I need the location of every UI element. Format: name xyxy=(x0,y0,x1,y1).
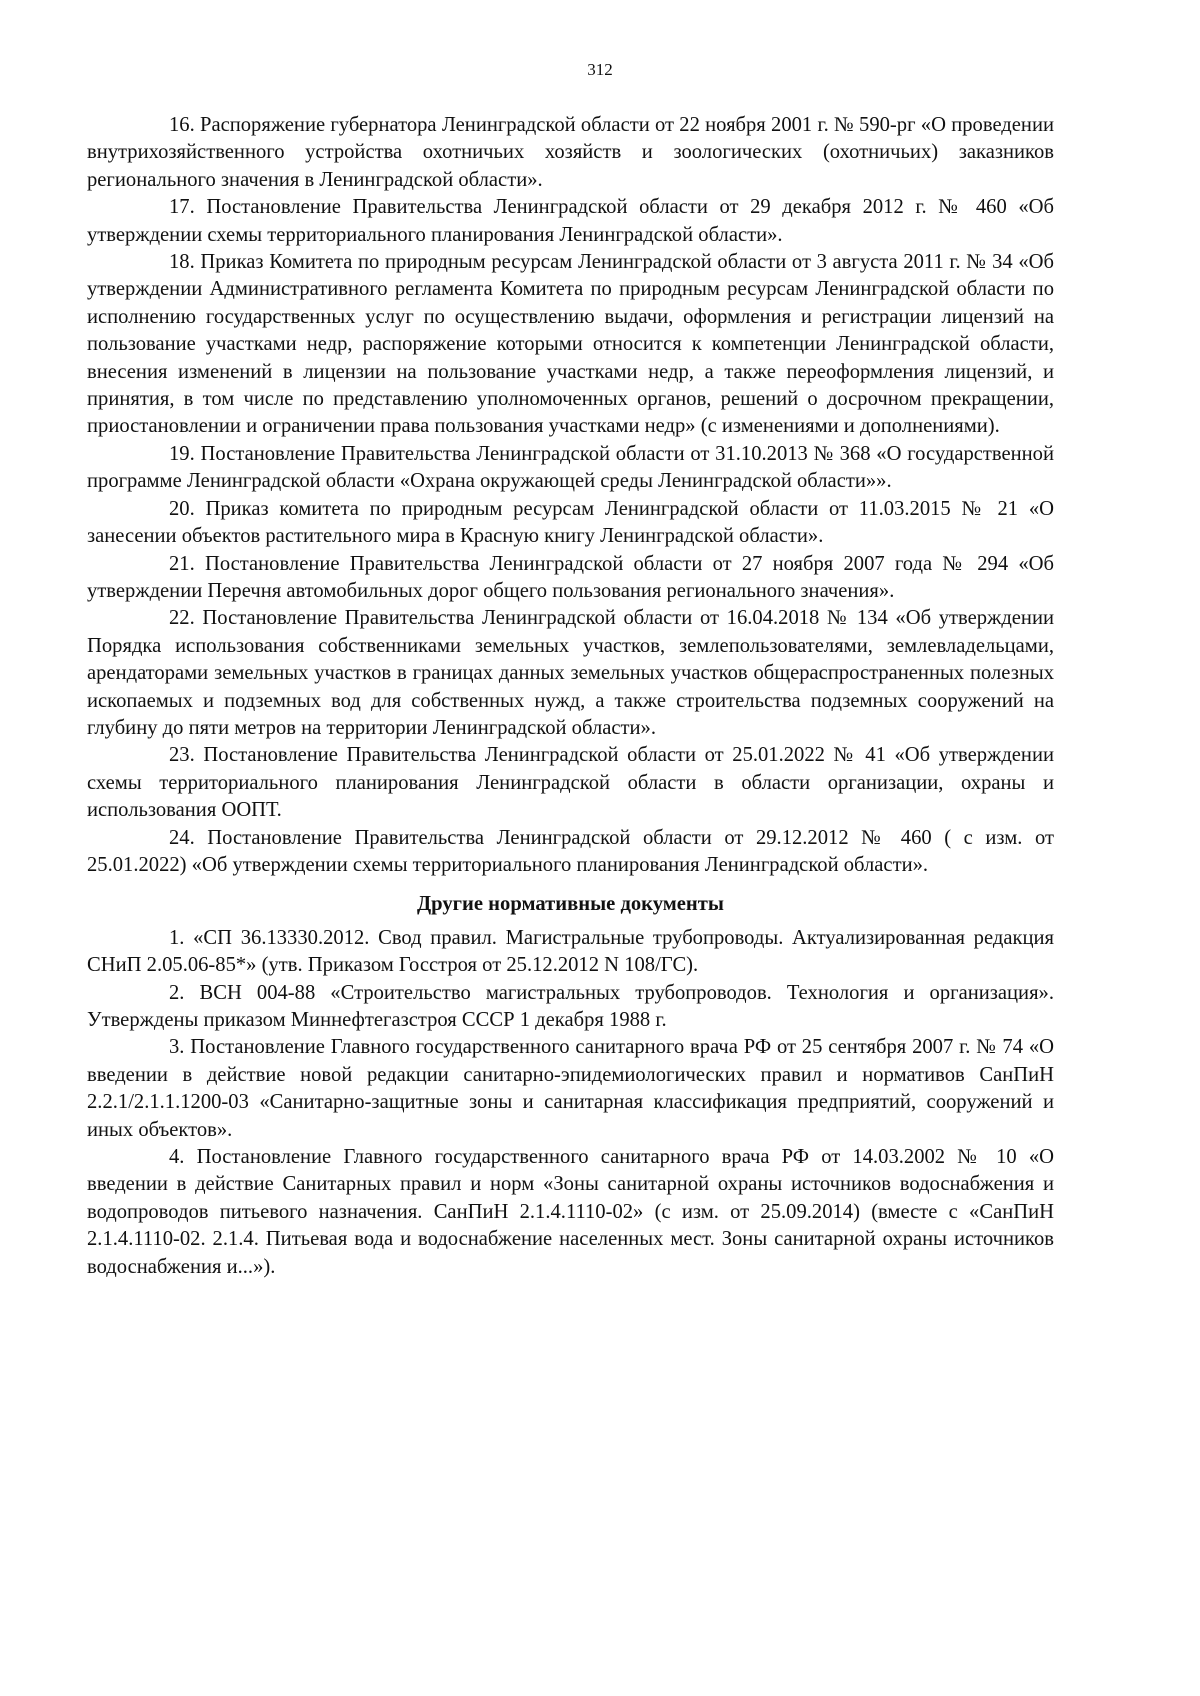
other-doc-item-3: 3. Постановление Главного государственного санитарного врача РФ от 25 сентября 2007 г. № 74 «О введении в действие новой редакции санитарно-эпидемиологических правил и нормативов СанПиН 2.2.1/2.1.1.1200-03 «Санитарно-защитные зоны и санитарная классификация предприятий, сооружений и иных объектов». xyxy=(87,1036,1054,1141)
list-item-16: 16. Распоряжение губернатора Ленинградской области от 22 ноября 2001 г. № 590-рг «О проведении внутрихозяйственного устройства охотничьих хозяйств и зоологических (охотничьих) заказников регионального значения в Ленинградской области». xyxy=(87,114,1054,191)
list-item-23: 23. Постановление Правительства Ленинградской области от 25.01.2022 № 41 «Об утверждении схемы территориального планирования Ленинградской области в области организации, охраны и использования ООПТ. xyxy=(87,744,1054,822)
list-item-20: 20. Приказ комитета по природным ресурсам Ленинградской области от 11.03.2015 № 21 «О занесении объектов растительного мира в Красную книгу Ленинградской области». xyxy=(87,497,1054,548)
list-item-24: 24. Постановление Правительства Ленинградской области от 29.12.2012 № 460 ( с изм. от 25.01.2022) «Об утверждении схемы территориального планирования Ленинградской области». xyxy=(87,826,1054,876)
other-doc-item-1: 1. «СП 36.13330.2012. Свод правил. Магистральные трубопроводы. Актуализированная редакция СНиП 2.05.06-85*» (утв. Приказом Госстроя от 25.12.2012 N 108/ГС). xyxy=(87,926,1054,977)
section-heading: Другие нормативные документы xyxy=(417,893,724,916)
list-item-22: 22. Постановление Правительства Ленинградской области от 16.04.2018 № 134 «Об утверждении Порядка использования собственниками земельных участков, землепользователями, землевладельцами, арендаторами земельных участков в границах данных земельных участков общераспространенных полезных ископаемых и подземных вод для собственных нужд, а также строительства подземных сооружений на глубину до пяти метров на территории Ленинградской области». xyxy=(87,607,1054,739)
list-item-18: 18. Приказ Комитета по природным ресурсам Ленинградской области от 3 августа 2011 г. № 34 «Об утверждении Административного регламента Комитета по природным ресурсам Ленинградской области по исполнению государственных услуг по осуществлению выдачи, оформления и регистрации лицензий на пользование участками недр, распоряжение которыми относится к компетенции Ленинградской области, внесения изменений в лицензии на пользование участками недр, а также переоформления лицензий, и принятия, в том числе по представлению уполномоченных органов, решений о досрочном прекращении, приостановлении и ограничении права пользования участками недр» (с изменениями и дополнениями). xyxy=(87,251,1054,438)
list-item-21: 21. Постановление Правительства Ленинградской области от 27 ноября 2007 года № 294 «Об утверждении Перечня автомобильных дорог общего пользования регионального значения». xyxy=(87,552,1054,602)
list-item-17: 17. Постановление Правительства Ленинградской области от 29 декабря 2012 г. № 460 «Об утверждении схемы территориального планирования Ленинградской области». xyxy=(87,196,1054,246)
other-doc-item-2: 2. ВСН 004-88 «Строительство магистральных трубопроводов. Технология и организация». Утверждены приказом Миннефтегазстроя СССР 1 декабря 1988 г. xyxy=(87,981,1054,1031)
page-number: 312 xyxy=(587,60,613,79)
other-doc-item-4: 4. Постановление Главного государственного санитарного врача РФ от 14.03.2002 № 10 «О введении в действие Санитарных правил и норм «Зоны санитарной охраны источников водоснабжения и водопроводов питьевого назначения. СанПиН 2.1.4.1110-02» (с изм. от 25.09.2014) (вместе с «СанПиН 2.1.4.1110-02. 2.1.4. Питьевая вода и водоснабжение населенных мест. Зоны санитарной охраны источников водоснабжения и...»). xyxy=(87,1146,1054,1278)
document-body xyxy=(87,112,1054,1281)
list-item-19: 19. Постановление Правительства Ленинградской области от 31.10.2013 № 368 «О государственной программе Ленинградской области «Охрана окружающей среды Ленинградской области»». xyxy=(87,442,1054,493)
